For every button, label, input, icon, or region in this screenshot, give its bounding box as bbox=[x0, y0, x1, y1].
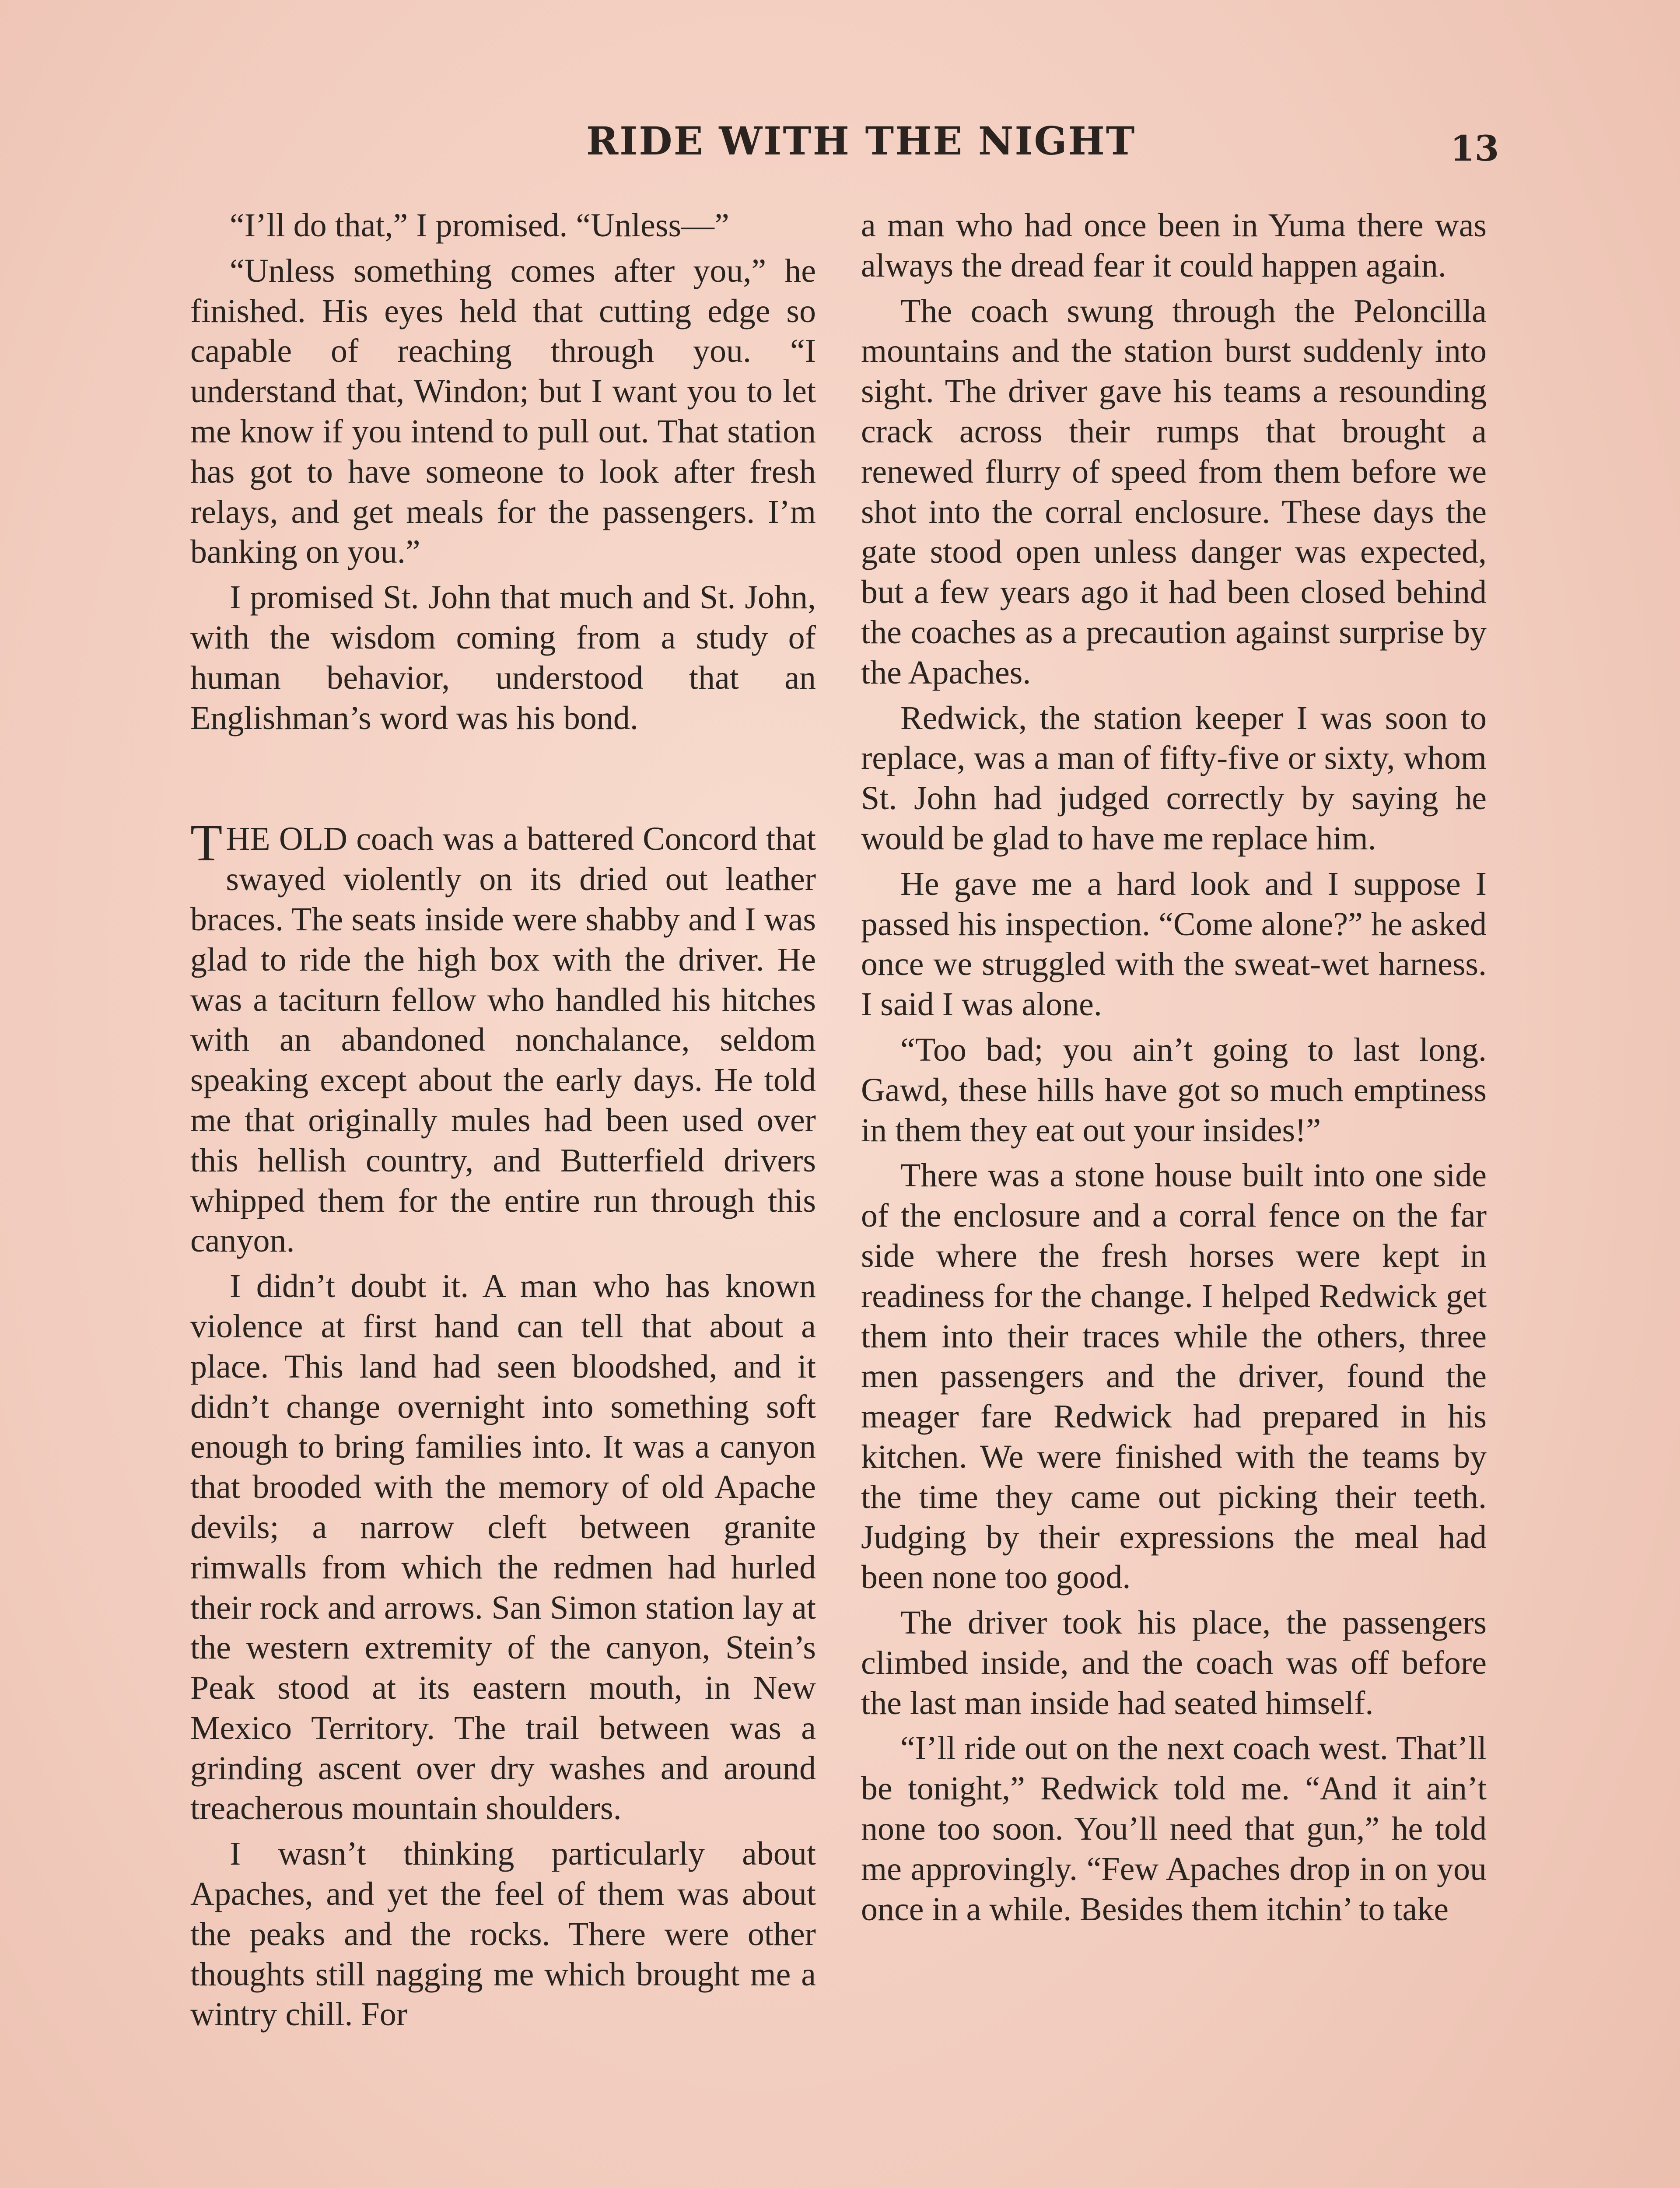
paragraph: “I’ll ride out on the next coach west. That’ll be tonight,” Redwick told me. “And it ain’t none too soon. You’ll need that gun,” he told me approvingly. “Few Apaches drop in on you once in a while. Besides them itchin’ to take bbox=[861, 1730, 1487, 1928]
paragraph: Redwick, the station keeper I was soon to replace, was a man of fifty-five or sixty, whom St. John had judged correctly by saying he would be glad to have me replace him. bbox=[861, 699, 1487, 857]
page-number: 13 bbox=[1450, 128, 1499, 169]
running-title: RIDE WITH THE NIGHT bbox=[586, 118, 1136, 164]
right-text-column bbox=[861, 206, 1487, 1935]
drop-cap: T bbox=[190, 813, 223, 872]
paragraph: The coach swung through the Peloncilla mountains and the station burst suddenly into sight. The driver gave his teams a resounding crack across their rumps that brought a renewed flurry of speed from them before we shot into the corral enclosure. These days the gate stood open unless danger was expected, but a few years ago it had been closed behind the coaches as a precaution against surprise by the Apaches. bbox=[861, 292, 1487, 691]
section-opening-paragraph bbox=[190, 813, 816, 1261]
paragraph: I wasn’t thinking particularly about Apaches, and yet the feel of them was about the peaks and the rocks. There were other thoughts still nagging me which brought me a wintry chill. For bbox=[190, 1835, 816, 2033]
paragraph: There was a stone house built into one side of the enclosure and a corral fence on the far side where the fresh horses were kept in readiness for the change. I helped Redwick get them into their traces while the others, three men passengers and the driver, found the meager fare Redwick had prepared in his kitchen. We were finished with the teams by the time they came out picking their teeth. Judging by their expressions the meal had been none too good. bbox=[861, 1157, 1487, 1596]
paragraph: a man who had once been in Yuma there was always the dread fear it could happen again. bbox=[861, 207, 1487, 284]
left-text-column bbox=[190, 206, 816, 2040]
paragraph-text: HE OLD coach was a battered Concord that swayed violently on its dried out leather braces. The seats inside were shabby and I was glad to ride the high box with the driver. He was a taciturn fellow who handled his hitches with an abandoned nonchalance, seldom speaking except about the early days. He told me that originally mules had been used over this hellish country, and Butterfield drivers whipped them for the entire run through this canyon. bbox=[190, 820, 816, 1259]
paragraph: The driver took his place, the passengers climbed inside, and the coach was off before the last man inside had seated himself. bbox=[861, 1604, 1487, 1722]
paragraph: I promised St. John that much and St. John, with the wisdom coming from a study of human behavior, understood that an Englishman’s word was his bond. bbox=[190, 579, 816, 736]
paragraph: “I’ll do that,” I promised. “Unless—” bbox=[230, 207, 729, 244]
paragraph: I didn’t doubt it. A man who has known violence at first hand can tell that about a place. This land had seen bloodshed, and it didn’t change overnight into something soft enough to bring families into. It was a canyon that brooded with the memory of old Apache devils; a narrow cleft between granite rimwalls from which the redmen had hurled their rock and arrows. San Simon station lay at the western extremity of the canyon, Stein’s Peak stood at its eastern mouth, in New Mexico Territory. The trail between was a grinding ascent over dry washes and around treacherous mountain shoulders. bbox=[190, 1268, 816, 1827]
paragraph: “Unless something comes after you,” he finished. His eyes held that cutting edge so capable of reaching through you. “I understand that, Windon; but I want you to let me know if you intend to pull out. That station has got to have someone to look after fresh relays, and get meals for the passengers. I’m banking on you.” bbox=[190, 252, 816, 571]
paragraph: He gave me a hard look and I suppose I passed his inspection. “Come alone?” he asked once we struggled with the sweat-wet harness. I said I was alone. bbox=[861, 865, 1487, 1023]
paragraph: “Too bad; you ain’t going to last long. Gawd, these hills have got so much emptiness in them they eat out your insides!” bbox=[861, 1031, 1487, 1149]
